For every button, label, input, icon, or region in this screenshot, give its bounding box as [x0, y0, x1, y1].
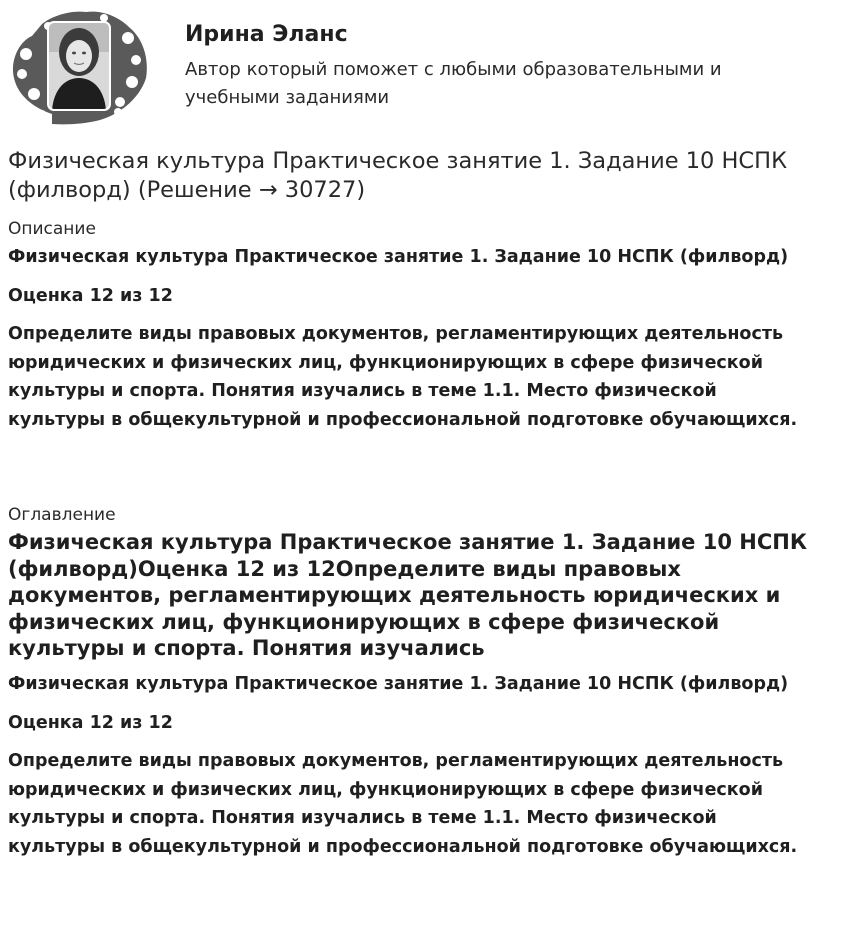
- toc-text: Определите виды правовых документов, регламентирующих деятельность юридических и физических лиц, функционирующих в сфере физической культуры и спорта. Понятия изучались в теме 1.1. Место физической культуры в общекультурной и профессиональной подготовке обучающихся.: [8, 751, 798, 857]
- description-label: Описание: [8, 219, 96, 239]
- author-name[interactable]: Ирина Эланс: [185, 22, 348, 47]
- description-text: Определите виды правовых документов, регламентирующих деятельность юридических и физических лиц, функционирующих в сфере физической культуры и спорта. Понятия изучались в теме 1.1. Место физической культуры в общекультурной и профессиональной подготовке обучающихся.: [8, 324, 798, 430]
- toc-body: [8, 670, 808, 861]
- toc-label: Оглавление: [8, 505, 116, 525]
- description-task-title: Физическая культура Практическое занятие 1. Задание 10 НСПК (филворд): [8, 247, 789, 267]
- author-avatar[interactable]: [8, 8, 150, 126]
- description-body: [8, 243, 808, 434]
- toc-task-title: Физическая культура Практическое занятие 1. Задание 10 НСПК (филворд): [8, 674, 789, 694]
- description-score: Оценка 12 из 12: [8, 285, 173, 306]
- author-card: [8, 8, 847, 128]
- toc-heading: Физическая культура Практическое занятие 1. Задание 10 НСПК (филворд)Оценка 12 из 12Определите виды правовых документов, регламентирующих деятельность юридических и физических лиц, функционирующих в сфере физической культуры и спорта. Понятия изучались: [8, 530, 807, 660]
- author-photo: [48, 22, 110, 110]
- page-title: Физическая культура Практическое занятие 1. Задание 10 НСПК (филворд) (Решение → 30727): [8, 148, 788, 203]
- author-bio: Автор который поможет с любыми образовательными и учебными заданиями: [185, 59, 722, 108]
- toc-score: Оценка 12 из 12: [8, 712, 173, 733]
- author-avatar-image: [8, 8, 150, 126]
